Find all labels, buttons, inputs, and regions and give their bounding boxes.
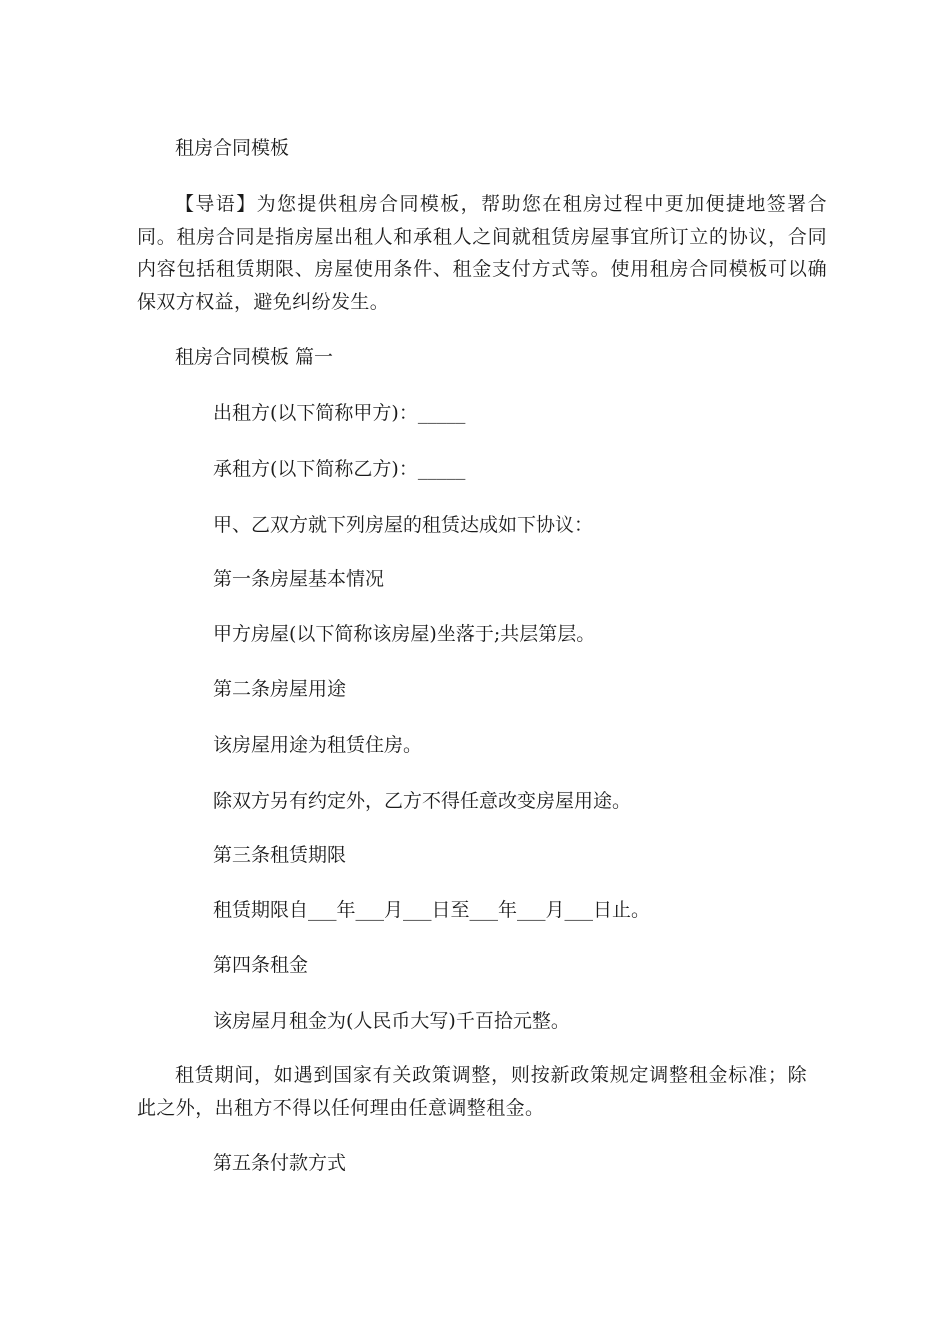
section-heading: 租房合同模板 篇一 (175, 346, 334, 368)
article4-heading: 第四条租金 (213, 954, 309, 976)
lessor-line: 出租方(以下简称甲方)：_____ (213, 402, 466, 424)
article2-text-1: 该房屋用途为租赁住房。 (213, 734, 423, 756)
article4-text-2: 租赁期间，如遇到国家有关政策调整，则按新政策规定调整租金标准；除此之外，出租方不得以任何理由任意调整租金。 (137, 1064, 807, 1119)
agreement-statement: 甲、乙双方就下列房屋的租赁达成如下协议： (213, 514, 594, 536)
article1-text: 甲方房屋(以下简称该房屋)坐落于;共层第层。 (213, 623, 596, 645)
article2-heading: 第二条房屋用途 (213, 678, 347, 700)
article5-heading: 第五条付款方式 (213, 1152, 347, 1174)
article3-text: 租赁期限自___年___月___日至___年___月___日止。 (213, 899, 651, 921)
document-title: 租房合同模板 (175, 137, 290, 159)
intro-paragraph: 【导语】为您提供租房合同模板，帮助您在租房过程中更加便捷地签署合同。租房合同是指房屋出租人和承租人之间就租赁房屋事宜所订立的协议，合同内容包括租赁期限、房屋使用条件、租金支付方式等。使用租房合同模板可以确保双方权益，避免纠纷发生。 (137, 193, 827, 313)
article2-text-2: 除双方另有约定外，乙方不得任意改变房屋用途。 (213, 790, 632, 812)
article4-text-1: 该房屋月租金为(人民币大写)千百拾元整。 (213, 1010, 570, 1032)
article3-heading: 第三条租赁期限 (213, 844, 347, 866)
article1-heading: 第一条房屋基本情况 (213, 568, 385, 590)
lessee-line: 承租方(以下简称乙方)：_____ (213, 458, 466, 480)
